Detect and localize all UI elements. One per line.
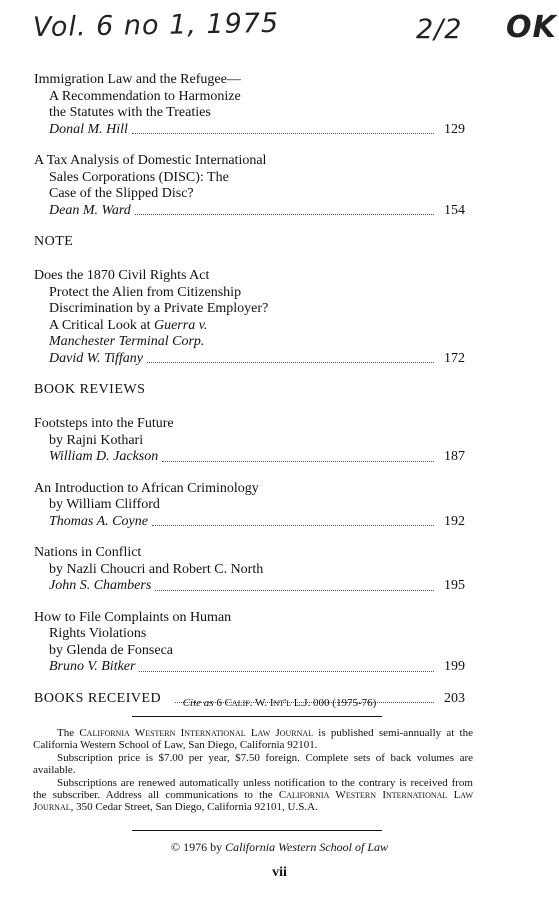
entry-title-line: Does the 1870 Civil Rights Act bbox=[34, 268, 210, 283]
section-heading-book-reviews: BOOK REVIEWS bbox=[34, 382, 146, 397]
divider-rule bbox=[132, 716, 382, 717]
entry-title-line: by Glenda de Fonseca bbox=[49, 642, 174, 658]
page-ref: 154 bbox=[444, 202, 465, 218]
entry-title-line: by William Clifford bbox=[49, 497, 160, 512]
entry-title-line: Rights Violations bbox=[49, 626, 147, 641]
entry-title-line: by Nazli Choucri and Robert C. North bbox=[49, 561, 264, 577]
toc-entry-civil-rights bbox=[34, 268, 472, 367]
notice-text: Subscriptions are renewed automatically unless notification to the contrary is received from the subscriber. Address all communications to the bbox=[33, 776, 473, 802]
entry-title-line: Sales Corporations (DISC): The bbox=[49, 169, 229, 185]
copyright-prefix: © 1976 by bbox=[170, 840, 226, 854]
case-name-cont: Manchester Terminal Corp. bbox=[49, 334, 205, 349]
dot-leader bbox=[155, 590, 434, 591]
dot-leader bbox=[147, 362, 434, 363]
entry-title-line bbox=[34, 318, 472, 335]
case-name: Guerra v. bbox=[153, 317, 208, 333]
table-of-contents bbox=[34, 72, 472, 719]
page-ref: 187 bbox=[444, 449, 465, 464]
toc-entry-review bbox=[34, 610, 472, 676]
cite-prefix: Cite as bbox=[182, 697, 214, 709]
notice-text: , 350 Cedar Street, San Diego, California 92101, U.S.A. bbox=[70, 801, 318, 814]
page-ref: 199 bbox=[444, 659, 465, 674]
journal-name: California Western International Law Journal bbox=[33, 789, 473, 814]
author-row bbox=[34, 122, 472, 139]
author-name: Bruno V. Bitker bbox=[49, 659, 136, 674]
page-ref: 192 bbox=[444, 513, 465, 529]
entry-title-line: Immigration Law and the Refugee— bbox=[34, 72, 241, 87]
author-row bbox=[34, 203, 472, 220]
author-row bbox=[34, 514, 472, 531]
entry-title-line: Nations in Conflict bbox=[34, 545, 142, 560]
notice-paragraph bbox=[33, 777, 473, 814]
page-ref: 203 bbox=[444, 690, 465, 706]
toc-entry-review bbox=[34, 481, 472, 531]
handwritten-volume-note: Vol. 6 no 1, 1975 bbox=[32, 7, 280, 44]
section-heading-note: NOTE bbox=[34, 234, 74, 249]
entry-title-line: by Rajni Kothari bbox=[49, 432, 144, 448]
author-row bbox=[34, 351, 472, 368]
author-row bbox=[34, 578, 472, 595]
handwritten-ok-note: OK bbox=[506, 10, 557, 45]
cite-text: 6 Calif. W. Int'l L.J. 000 (1975-76) bbox=[216, 697, 377, 709]
entry-title-line: Discrimination by a Private Employer? bbox=[49, 301, 269, 316]
author-name: William D. Jackson bbox=[49, 449, 159, 464]
toc-entry-disc bbox=[34, 153, 472, 219]
dot-leader bbox=[135, 214, 434, 215]
notice-paragraph: Subscription price is $7.00 per year, $7.50 foreign. Complete sets of back volumes are available. bbox=[33, 751, 473, 777]
dot-leader bbox=[132, 133, 434, 134]
entry-title-line: Footsteps into the Future bbox=[34, 416, 174, 431]
notice-text: is published semi-annually at the California Western School of Law, San Diego, California 92101. bbox=[33, 727, 473, 752]
toc-entry-review bbox=[34, 416, 472, 466]
dot-leader bbox=[139, 671, 434, 672]
notice-text: The bbox=[57, 727, 80, 739]
author-name: John S. Chambers bbox=[49, 578, 152, 593]
entry-title-line: Case of the Slipped Disc? bbox=[49, 186, 194, 201]
handwritten-fraction-note: 2/2 bbox=[416, 14, 463, 45]
author-row bbox=[34, 449, 472, 466]
entry-title-line: Protect the Alien from Citizenship bbox=[49, 284, 242, 300]
copyright-line bbox=[0, 840, 559, 855]
dot-leader bbox=[162, 461, 434, 462]
dot-leader bbox=[152, 525, 434, 526]
page-ref: 129 bbox=[444, 121, 465, 137]
entry-title-line: An Introduction to African Criminology bbox=[34, 480, 259, 496]
notice-paragraph bbox=[33, 727, 473, 752]
section-heading-books-received: BOOKS RECEIVED bbox=[34, 690, 162, 706]
author-name: Donal M. Hill bbox=[49, 121, 128, 137]
toc-entry-immigration bbox=[34, 72, 472, 138]
copyright-holder: California Western School of Law bbox=[225, 840, 389, 854]
entry-title-line: the Statutes with the Treaties bbox=[49, 105, 211, 120]
page-ref: 195 bbox=[444, 578, 465, 593]
entry-title-line: How to File Complaints on Human bbox=[34, 609, 232, 625]
author-name: Dean M. Ward bbox=[49, 202, 131, 218]
publication-notice bbox=[33, 727, 473, 814]
author-row bbox=[34, 659, 472, 676]
toc-entry-review bbox=[34, 545, 472, 595]
author-name: Thomas A. Coyne bbox=[49, 513, 148, 529]
entry-title-line: A Tax Analysis of Domestic International bbox=[34, 153, 267, 168]
citation-line bbox=[0, 697, 559, 709]
page-number: vii bbox=[272, 865, 287, 880]
divider-rule bbox=[132, 830, 382, 831]
page-ref: 172 bbox=[444, 350, 465, 366]
author-name: David W. Tiffany bbox=[49, 350, 143, 366]
title-text: A Critical Look at bbox=[49, 317, 154, 333]
entry-title-line: A Recommendation to Harmonize bbox=[49, 88, 241, 104]
journal-name: California Western International Law Journal bbox=[79, 727, 314, 739]
